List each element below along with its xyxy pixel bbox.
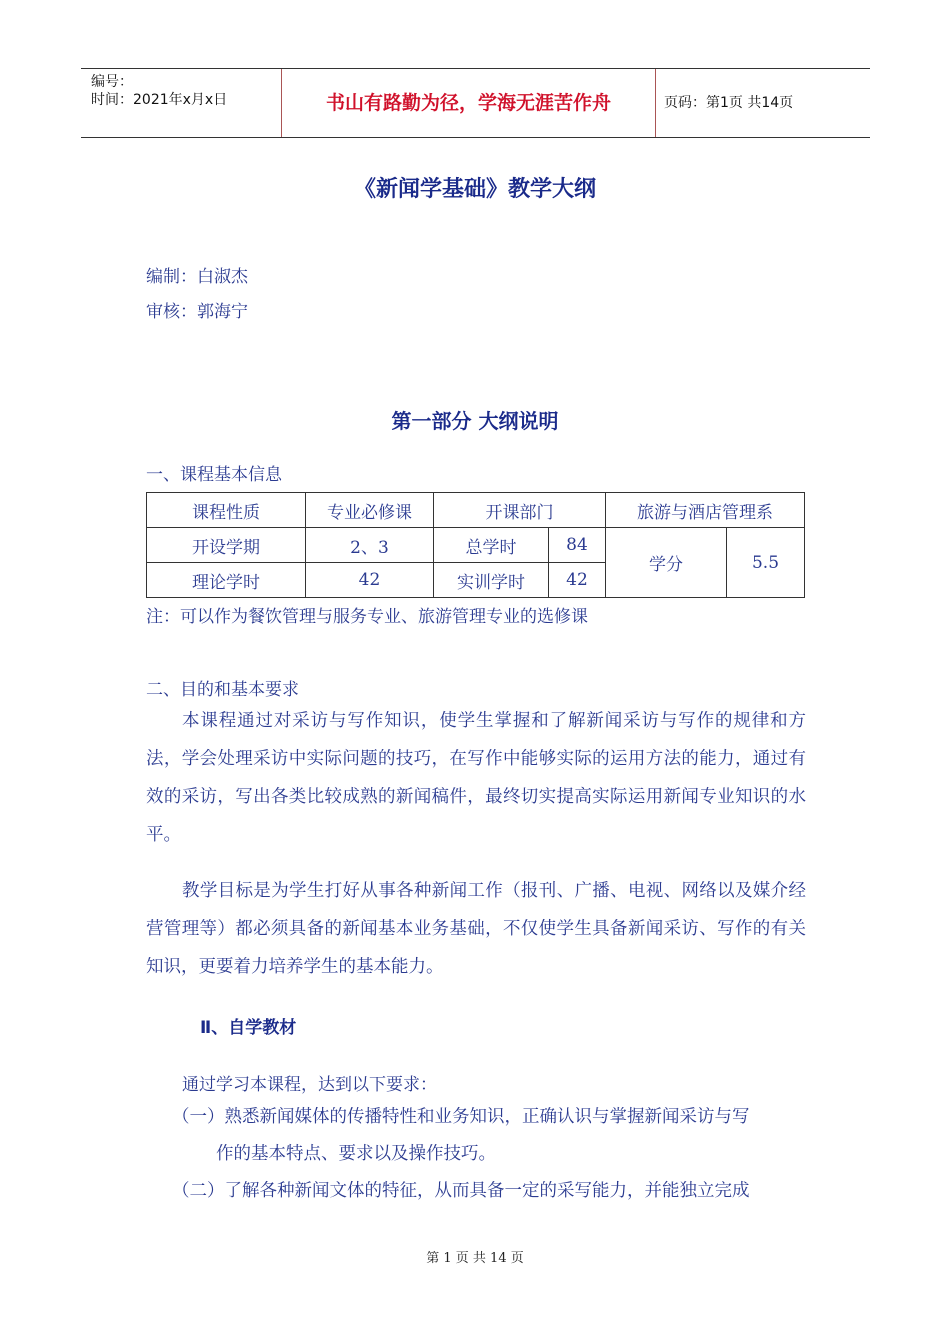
header-page-info: 页码：第1页 共14页 [664, 95, 794, 111]
course-info-table [146, 492, 805, 598]
reviewer-line: 审核：郭海宁 [146, 302, 248, 322]
header-slogan: 书山有路勤为径，学海无涯苦作舟 [281, 69, 656, 137]
number-label: 编号： [91, 74, 133, 90]
table-row [147, 528, 805, 563]
table-cell: 实训学时 [434, 563, 549, 598]
time-label: 时间：2021年x月x日 [91, 92, 228, 108]
paragraph-objectives: 本课程通过对采访与写作知识，使学生掌握和了解新闻采访与写作的规律和方法，学会处理采访中实际问题的技巧，在写作中能够实际的运用方法的能力，通过有效的采访，写出各类比较成熟的新闻稿件，最终切实提高实际运用新闻专业知识的水平。 [146, 711, 806, 845]
table-row [147, 493, 805, 528]
compiler-line: 编制：白淑杰 [146, 267, 248, 287]
list-item-continuation: 作的基本特点、要求以及操作技巧。 [216, 1144, 496, 1164]
table-cell: 开设学期 [147, 528, 306, 563]
section-heading-course-info: 一、课程基本信息 [146, 465, 282, 485]
list-item-number: （二） [172, 1181, 225, 1201]
table-cell: 2、3 [306, 528, 434, 563]
table-cell: 开课部门 [434, 493, 606, 528]
page-header [81, 68, 870, 138]
table-cell: 理论学时 [147, 563, 306, 598]
table-cell: 42 [306, 563, 434, 598]
table-cell: 学分 [606, 528, 727, 598]
requirements-intro: 通过学习本课程，达到以下要求： [182, 1075, 437, 1095]
list-item [172, 1173, 808, 1210]
table-cell: 课程性质 [147, 493, 306, 528]
page-footer: 第 1 页 共 14 页 [426, 1251, 524, 1266]
part-title: 第一部分 大纲说明 [391, 409, 559, 433]
table-note: 注：可以作为餐饮管理与服务专业、旅游管理专业的选修课 [146, 607, 588, 627]
table-cell: 84 [549, 528, 606, 563]
table-cell: 总学时 [434, 528, 549, 563]
table-cell: 旅游与酒店管理系 [606, 493, 805, 528]
subheading-textbook: Ⅱ、自学教材 [200, 1018, 297, 1038]
table-cell: 专业必修课 [306, 493, 434, 528]
list-item-text: 熟悉新闻媒体的传播特性和业务知识，正确认识与掌握新闻采访与写 [224, 1107, 750, 1127]
header-left-cell [81, 69, 281, 137]
list-item-number: （一） [172, 1107, 225, 1127]
document-title: 《新闻学基础》教学大纲 [353, 177, 596, 202]
paragraph-goals: 教学目标是为学生打好从事各种新闻工作（报刊、广播、电视、网络以及媒介经营管理等）都必须具备的新闻基本业务基础，不仅使学生具备新闻采访、写作的有关知识，更要着力培养学生的基本能力。 [146, 881, 806, 977]
section-heading-objectives: 二、目的和基本要求 [146, 680, 299, 700]
list-item [172, 1099, 808, 1173]
table-cell: 5.5 [727, 528, 805, 598]
list-item-text: 了解各种新闻文体的特征，从而具备一定的采写能力，并能独立完成 [224, 1181, 750, 1201]
table-cell: 42 [549, 563, 606, 598]
